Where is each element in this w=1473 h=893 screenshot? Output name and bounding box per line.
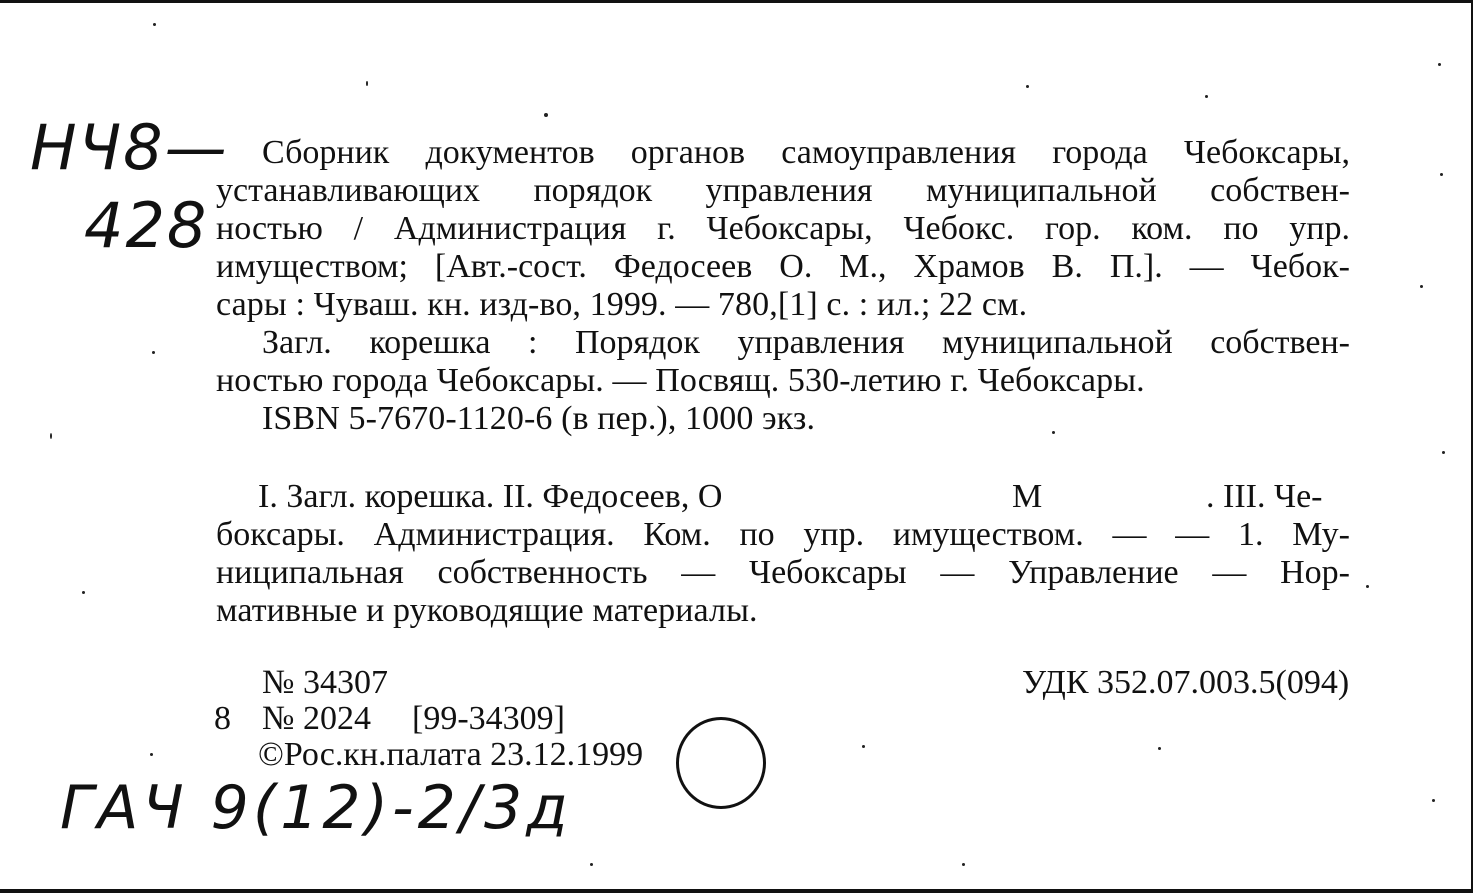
record-number: № 34307 (262, 664, 388, 701)
index-terms-line-3: ниципальная собственность — Чебоксары — Управление — Нор- (216, 554, 1350, 591)
index-terms-line-1c: . III. Че- (1206, 478, 1323, 515)
description-line-2: устанавливающих порядок управления муниципальной собствен- (216, 172, 1350, 209)
index-terms-line-2: боксары. Администрация. Ком. по упр. имуществом. — — 1. Му- (216, 516, 1350, 553)
bracket-number: [99-34309] (412, 700, 565, 737)
scan-speck (1366, 585, 1369, 588)
scan-speck (1442, 451, 1445, 454)
scan-speck (862, 745, 865, 748)
prefix-digit: 8 (214, 700, 231, 737)
scan-speck (1205, 95, 1208, 98)
scan-speck (1420, 285, 1423, 288)
index-terms-line-1a: I. Загл. корешка. II. Федосеев, О (258, 478, 723, 515)
scan-speck (590, 863, 593, 866)
udc-code: УДК 352.07.003.5(094) (1022, 664, 1350, 701)
scan-speck (153, 23, 156, 26)
handwritten-shelf-note: ГАЧ 9(12)-2/3д (60, 773, 572, 843)
scan-speck (1052, 431, 1055, 434)
isbn-line: ISBN 5-7670-1120-6 (в пер.), 1000 экз. (262, 400, 816, 437)
scan-speck (82, 591, 85, 594)
scan-speck (366, 81, 368, 86)
scan-speck (152, 351, 155, 354)
description-line-3: ностью / Администрация г. Чебоксары, Чебокс. гор. ком. по упр. (216, 210, 1350, 247)
scan-speck (50, 433, 52, 439)
description-line-1: Сборник документов органов самоуправления города Чебоксары, (262, 134, 1350, 171)
description-line-7: ностью города Чебоксары. — Посвящ. 530-летию г. Чебоксары. (216, 362, 1145, 399)
scan-speck (544, 113, 548, 117)
scan-speck (1440, 173, 1443, 176)
circle-mark (676, 717, 766, 809)
scan-speck (1438, 63, 1441, 66)
index-terms-line-4: мативные и руководящие материалы. (216, 592, 758, 629)
number-2024: № 2024 (262, 700, 371, 737)
scan-speck (1026, 85, 1029, 88)
call-number-line2: 428 (84, 189, 209, 262)
description-line-6: Загл. корешка : Порядок управления муниципальной собствен- (262, 324, 1350, 361)
index-terms-line-1b: М (1012, 478, 1043, 515)
scan-speck (150, 753, 153, 756)
call-number-line1: НЧ8— (30, 111, 229, 184)
book-chamber-stamp: ©Рос.кн.палата 23.12.1999 (258, 736, 644, 773)
description-line-4: имуществом; [Авт.-сост. Федосеев О. М., Храмов В. П.]. — Чебок- (216, 248, 1350, 285)
scan-speck (1432, 799, 1435, 802)
scan-speck (1158, 747, 1161, 750)
description-line-5: сары : Чуваш. кн. изд-во, 1999. — 780,[1] с. : ил.; 22 см. (216, 286, 1028, 323)
scan-speck (962, 863, 965, 866)
